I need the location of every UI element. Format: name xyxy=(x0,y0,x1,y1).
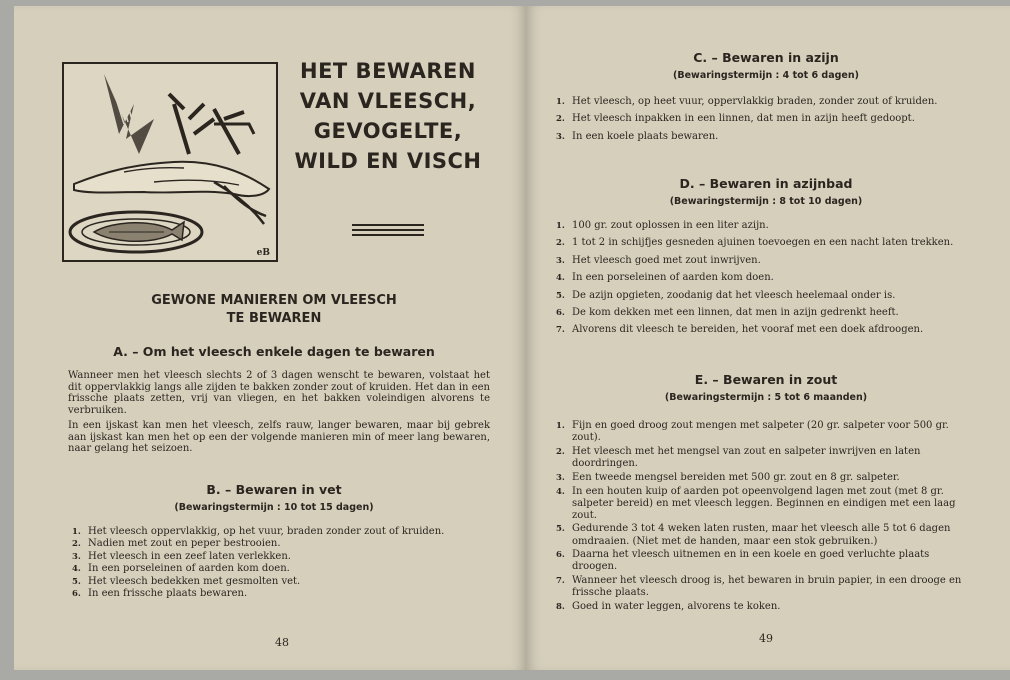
step-text: Een tweede mengsel bereiden met 500 gr. zout en 8 gr. salpeter. xyxy=(572,471,900,483)
list-item xyxy=(556,131,972,143)
right-page xyxy=(526,6,1010,670)
section-e-title: E. – Bewaren in zout xyxy=(694,372,838,387)
list-item xyxy=(556,255,972,267)
list-item xyxy=(556,549,972,573)
list-item xyxy=(556,220,972,232)
step-number: 4. xyxy=(556,273,565,284)
section-heading xyxy=(74,292,474,328)
section-heading-line: GEWONE MANIEREN OM VLEESCH xyxy=(151,293,397,308)
step-text: 100 gr. zout oplossen in een liter azijn. xyxy=(572,220,769,231)
step-number: 6. xyxy=(72,589,81,600)
step-number: 1. xyxy=(72,527,81,537)
page-title xyxy=(282,56,494,176)
section-d-title: D. – Bewaren in azijnbad xyxy=(679,176,853,191)
step-text: Het vleesch, op heet vuur, oppervlakkig braden, zonder zout of kruiden. xyxy=(572,96,938,107)
section-e-term: (Bewaringstermijn : 5 tot 6 maanden) xyxy=(664,392,868,403)
step-text: Het vleesch oppervlakkig, op het vuur, braden zonder zout of kruiden. xyxy=(88,526,445,537)
step-text: In een houten kuip of aarden pot opeenvolgend lagen met zout (met 8 gr. salpeter bereid) en met vleesch leggen. Beginnen en eindigen met een laag zout. xyxy=(572,486,956,521)
step-number: 3. xyxy=(556,131,565,142)
list-item xyxy=(72,563,490,575)
step-text: Gedurende 3 tot 4 weken laten rusten, maar het vleesch alle 5 tot 6 dagen omdraaien. (Niet met de handen, maar een stok gebruiken.) xyxy=(572,523,951,547)
list-item xyxy=(72,588,490,600)
step-text: Goed in water leggen, alvorens te koken. xyxy=(572,600,781,612)
step-text: In een koele plaats bewaren. xyxy=(572,130,719,142)
section-a-paragraph-1: Wanneer men het vleesch slechts 2 of 3 dagen wenscht te bewaren, volstaat het dit oppervlakkig langs alle zijden te bakken zonder zout of kruiden. Het dan in een frissche plaats zetten, vrij van vliegen, en het bakken voleindigen alvorens te verbruiken. xyxy=(68,370,490,416)
list-item xyxy=(556,575,972,599)
section-heading-line: TE BEWAREN xyxy=(226,311,322,326)
list-item xyxy=(556,324,972,336)
step-number: 7. xyxy=(556,575,565,586)
section-c-title: C. – Bewaren in azijn xyxy=(693,50,839,65)
page-number: 49 xyxy=(759,632,773,645)
section-b-term: (Bewaringstermijn : 10 tot 15 dagen) xyxy=(174,502,374,513)
step-text: Het vleesch met het mengsel van zout en salpeter inwrijven en laten doordringen. xyxy=(572,445,921,470)
step-text: In een porseleinen of aarden kom doen. xyxy=(572,272,774,284)
step-text: In een frissche plaats bewaren. xyxy=(88,588,248,600)
list-item xyxy=(556,486,972,521)
step-text: Nadien met zout en peper bestrooien. xyxy=(88,538,281,550)
step-number: 2. xyxy=(556,114,565,125)
step-number: 2. xyxy=(72,539,81,550)
section-d-steps xyxy=(556,220,972,337)
list-item xyxy=(556,237,972,249)
step-number: 1. xyxy=(556,421,565,431)
step-text: Het vleesch goed met zout inwrijven. xyxy=(572,254,761,266)
step-number: 2. xyxy=(556,446,565,457)
step-text: Alvorens dit vleesch te bereiden, het vooraf met een doek afdroogen. xyxy=(572,324,924,336)
list-item xyxy=(556,113,972,125)
step-text: Wanneer het vleesch droog is, het bewaren in bruin papier, in een droogе en frissche plaats. xyxy=(572,574,962,599)
list-item xyxy=(556,446,972,470)
list-item xyxy=(556,272,972,284)
step-number: 6. xyxy=(556,308,565,319)
list-item xyxy=(556,420,972,444)
illustration-game-and-fish xyxy=(62,62,278,262)
section-c-term: (Bewaringstermijn : 4 tot 6 dagen) xyxy=(673,70,859,81)
step-text: De kom dekken met een linnen, dat men in azijn gedrenkt heeft. xyxy=(572,307,899,319)
step-text: Het vleesch bedekken met gesmolten vet. xyxy=(88,575,301,587)
step-number: 5. xyxy=(72,576,81,587)
list-item xyxy=(556,307,972,319)
step-number: 3. xyxy=(556,472,565,483)
section-c-steps xyxy=(556,96,972,143)
illustration-signature: eB xyxy=(256,248,270,258)
title-line: WILD EN VISCH xyxy=(294,149,482,173)
step-number: 5. xyxy=(556,290,565,301)
step-number: 2. xyxy=(556,238,565,249)
step-number: 6. xyxy=(556,550,565,561)
step-number: 4. xyxy=(556,487,565,498)
step-number: 7. xyxy=(556,325,565,336)
list-item xyxy=(556,96,972,108)
list-item xyxy=(556,472,972,484)
title-line: VAN VLEESCH, xyxy=(299,89,477,113)
section-e-steps xyxy=(556,420,972,613)
step-text: Fijn en goed droog zout mengen met salpeter (20 gr. salpeter voor 500 gr. zout). xyxy=(572,420,949,444)
list-item xyxy=(72,551,490,563)
hanging-game-drawing xyxy=(64,64,276,260)
section-a-paragraph-2: In een ijskast kan men het vleesch, zelfs rauw, langer bewaren, maar bij gebrek aan ijskast kan men het op een der volgende manieren min of meer lang bewaren, naar gelang het seizoen. xyxy=(68,420,490,454)
list-item xyxy=(72,538,490,550)
list-item xyxy=(72,526,490,538)
step-number: 5. xyxy=(556,524,565,535)
section-b-title: B. – Bewaren in vet xyxy=(206,482,342,497)
step-text: De azijn opgieten, zoodanig dat het vleesch heelemaal onder is. xyxy=(572,289,896,301)
left-page xyxy=(14,6,526,670)
page-number: 48 xyxy=(275,636,289,649)
step-text: In een porseleinen of aarden kom doen. xyxy=(88,563,290,575)
step-text: Het vleesch in een zeef laten verlekken. xyxy=(88,550,291,562)
list-item xyxy=(556,290,972,302)
list-item xyxy=(556,523,972,547)
section-d-term: (Bewaringstermijn : 8 tot 10 dagen) xyxy=(669,196,863,207)
step-text: Het vleesch inpakken in een linnen, dat men in azijn heeft gedoopt. xyxy=(572,113,915,125)
list-item xyxy=(556,601,972,613)
step-text: 1 tot 2 in schijfjes gesneden ajuinen toevoegen en een nacht laten trekken. xyxy=(572,237,954,249)
step-number: 8. xyxy=(556,601,565,612)
title-line: HET BEWAREN xyxy=(300,59,476,83)
section-b-steps xyxy=(72,526,490,600)
section-a-title: A. – Om het vleesch enkele dagen te bewaren xyxy=(113,344,435,359)
title-line: GEVOGELTE, xyxy=(313,119,463,143)
step-number: 4. xyxy=(72,564,81,575)
step-number: 3. xyxy=(556,255,565,266)
step-number: 3. xyxy=(72,551,81,562)
list-item xyxy=(72,576,490,588)
step-number: 1. xyxy=(556,97,565,107)
decorative-rule xyxy=(352,224,424,239)
step-number: 1. xyxy=(556,221,565,231)
step-text: Daarna het vleesch uitnemen en in een koele en goed verluchte plaats droogen. xyxy=(572,549,930,573)
